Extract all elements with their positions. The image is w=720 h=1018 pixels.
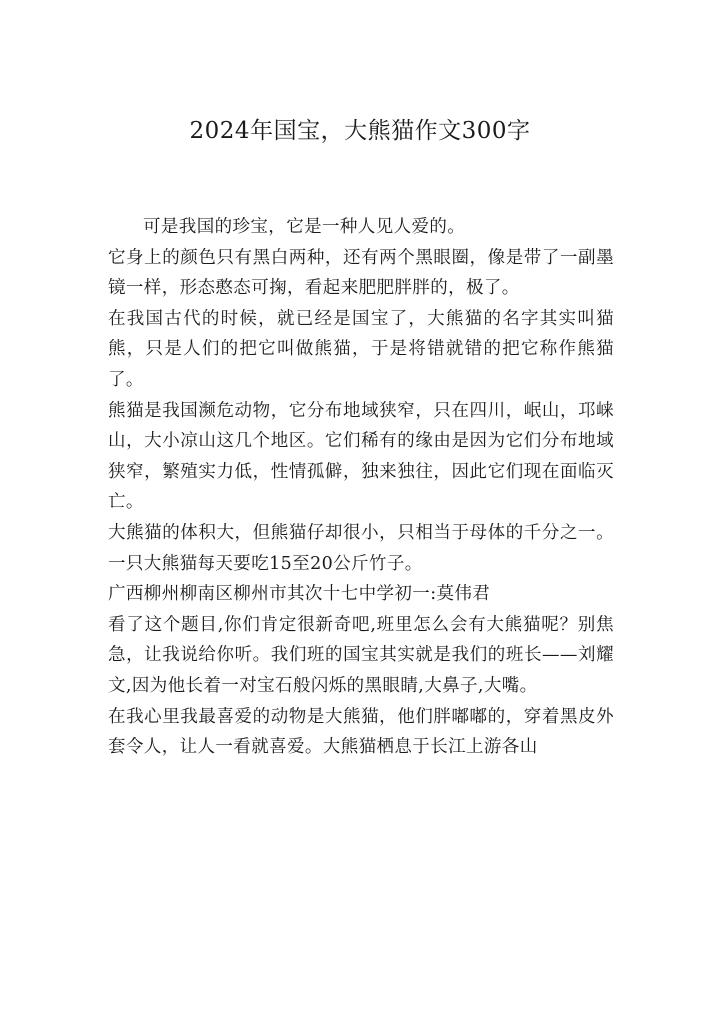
paragraph-1: 可是我国的珍宝，它是一种人见人爱的。 — [143, 217, 466, 237]
paragraph-6: 广西柳州柳南区柳州市其次十七中学初一:莫伟君 — [108, 584, 491, 605]
paragraph-8: 在我心里我最喜爱的动物是大熊猫，他们胖嘟嘟的，穿着黑皮外套令人，让人一看就喜爱。大熊猫栖息于长江上游各山 — [108, 706, 614, 758]
paragraph-2: 它身上的颜色只有黑白两种，还有两个黑眼圈，像是带了一副墨镜一样，形态憨态可掬，看起来肥肥胖胖的，极了。 — [108, 247, 614, 299]
document-body — [108, 212, 614, 763]
document-title: 2024年国宝，大熊猫作文300字 — [189, 118, 531, 144]
paragraph-4: 熊猫是我国濒危动物，它分布地域狭窄，只在四川，岷山，邛崃山，大小凉山这几个地区。它们稀有的缘由是因为它们分布地域狭窄，繁殖实力低，性情孤僻，独来独往，因此它们现在面临灭亡。 — [108, 400, 614, 513]
paragraph-5: 大熊猫的体积大，但熊猫仔却很小，只相当于母体的千分之一。一只大熊猫每天要吃15至20公斤竹子。 — [108, 522, 614, 574]
paragraph-7: 看了这个题目,你们肯定很新奇吧,班里怎么会有大熊猫呢？别焦急，让我说给你听。我们班的国宝其实就是我们的班长——刘耀文,因为他长着一对宝石般闪烁的黑眼睛,大鼻子,大嘴。 — [108, 614, 614, 696]
paragraph-3: 在我国古代的时候，就已经是国宝了，大熊猫的名字其实叫猫熊，只是人们的把它叫做熊猫，于是将错就错的把它称作熊猫了。 — [108, 308, 614, 390]
